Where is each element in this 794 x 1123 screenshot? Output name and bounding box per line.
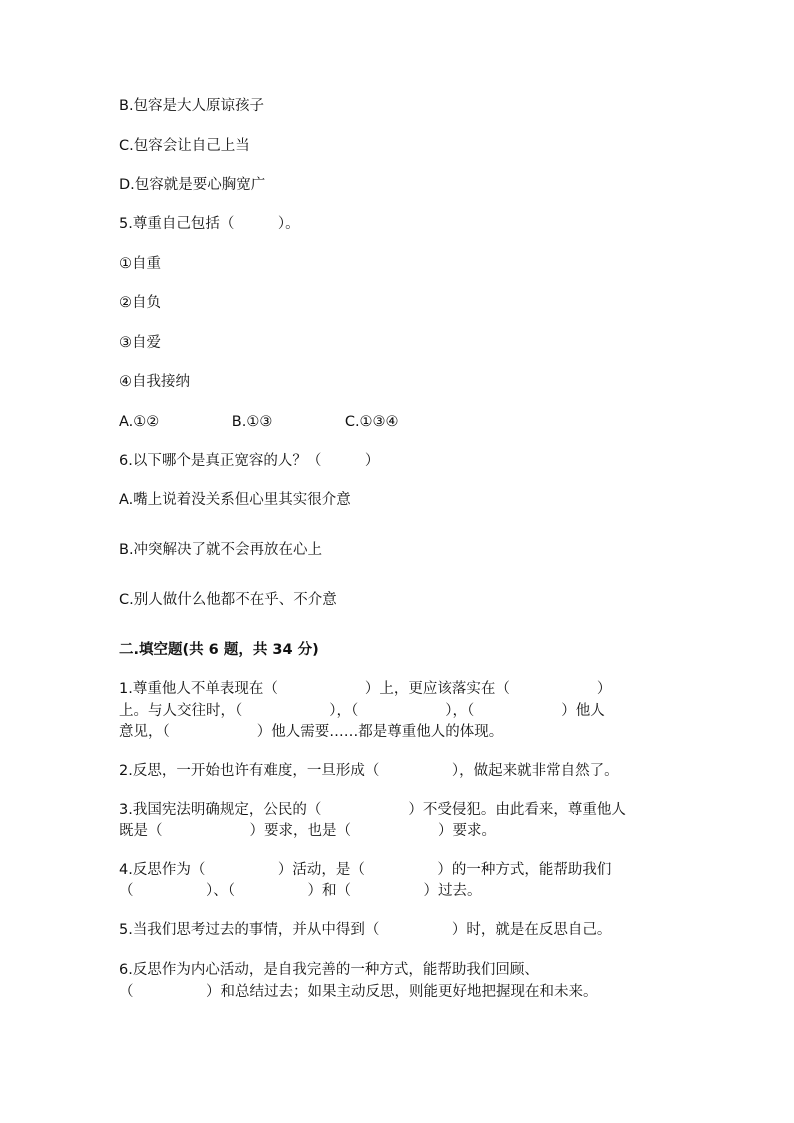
q5-item-3: ③自爱 — [119, 335, 161, 351]
q5-stem: 5.尊重自己包括（ ）。 — [119, 216, 300, 232]
q5-options: A.①② B.①③ C.①③④ — [119, 414, 399, 430]
fill-q3-line2: 既是（ ）要求，也是（ ）要求。 — [119, 823, 496, 839]
fill-q4-line2: （ ）、（ ）和（ ）过去。 — [119, 883, 482, 899]
fill-q2-line1: 2.反思，一开始也许有难度，一旦形成（ ），做起来就非常自然了。 — [119, 763, 619, 779]
q6-stem: 6.以下哪个是真正宽容的人？（ ） — [119, 453, 380, 469]
q4-option-d: D.包容就是要心胸宽广 — [119, 177, 266, 193]
q6-option-a: A.嘴上说着没关系但心里其实很介意 — [119, 492, 351, 508]
fill-q4-line1: 4.反思作为（ ）活动，是（ ）的一种方式，能帮助我们 — [119, 862, 612, 878]
fill-q5-line1: 5.当我们思考过去的事情，并从中得到（ ）时，就是在反思自己。 — [119, 922, 612, 938]
fill-q1-line1: 1.尊重他人不单表现在（ ）上，更应该落实在（ ） — [119, 681, 612, 697]
fill-q1-line2: 上。与人交往时，（ ），（ ），（ ）他人 — [119, 703, 605, 719]
fill-q6-line2: （ ）和总结过去；如果主动反思，则能更好地把握现在和未来。 — [119, 984, 598, 1000]
fill-q1-line3: 意见，（ ）他人需要……都是尊重他人的体现。 — [119, 724, 504, 740]
q5-item-4: ④自我接纳 — [119, 374, 190, 390]
q5-item-1: ①自重 — [119, 256, 161, 272]
fill-q6-line1: 6.反思作为内心活动，是自我完善的一种方式，能帮助我们回顾、 — [119, 962, 539, 978]
q6-option-c: C.别人做什么他都不在乎、不介意 — [119, 592, 337, 608]
section-heading: 二.填空题(共 6 题，共 34 分) — [119, 642, 319, 658]
q6-option-b: B.冲突解决了就不会再放在心上 — [119, 542, 323, 558]
q4-option-c: C.包容会让自己上当 — [119, 138, 250, 154]
fill-q3-line1: 3.我国宪法明确规定，公民的（ ）不受侵犯。由此看来，尊重他人 — [119, 802, 626, 818]
q4-option-b: B.包容是大人原谅孩子 — [119, 98, 265, 114]
q5-item-2: ②自负 — [119, 295, 161, 311]
